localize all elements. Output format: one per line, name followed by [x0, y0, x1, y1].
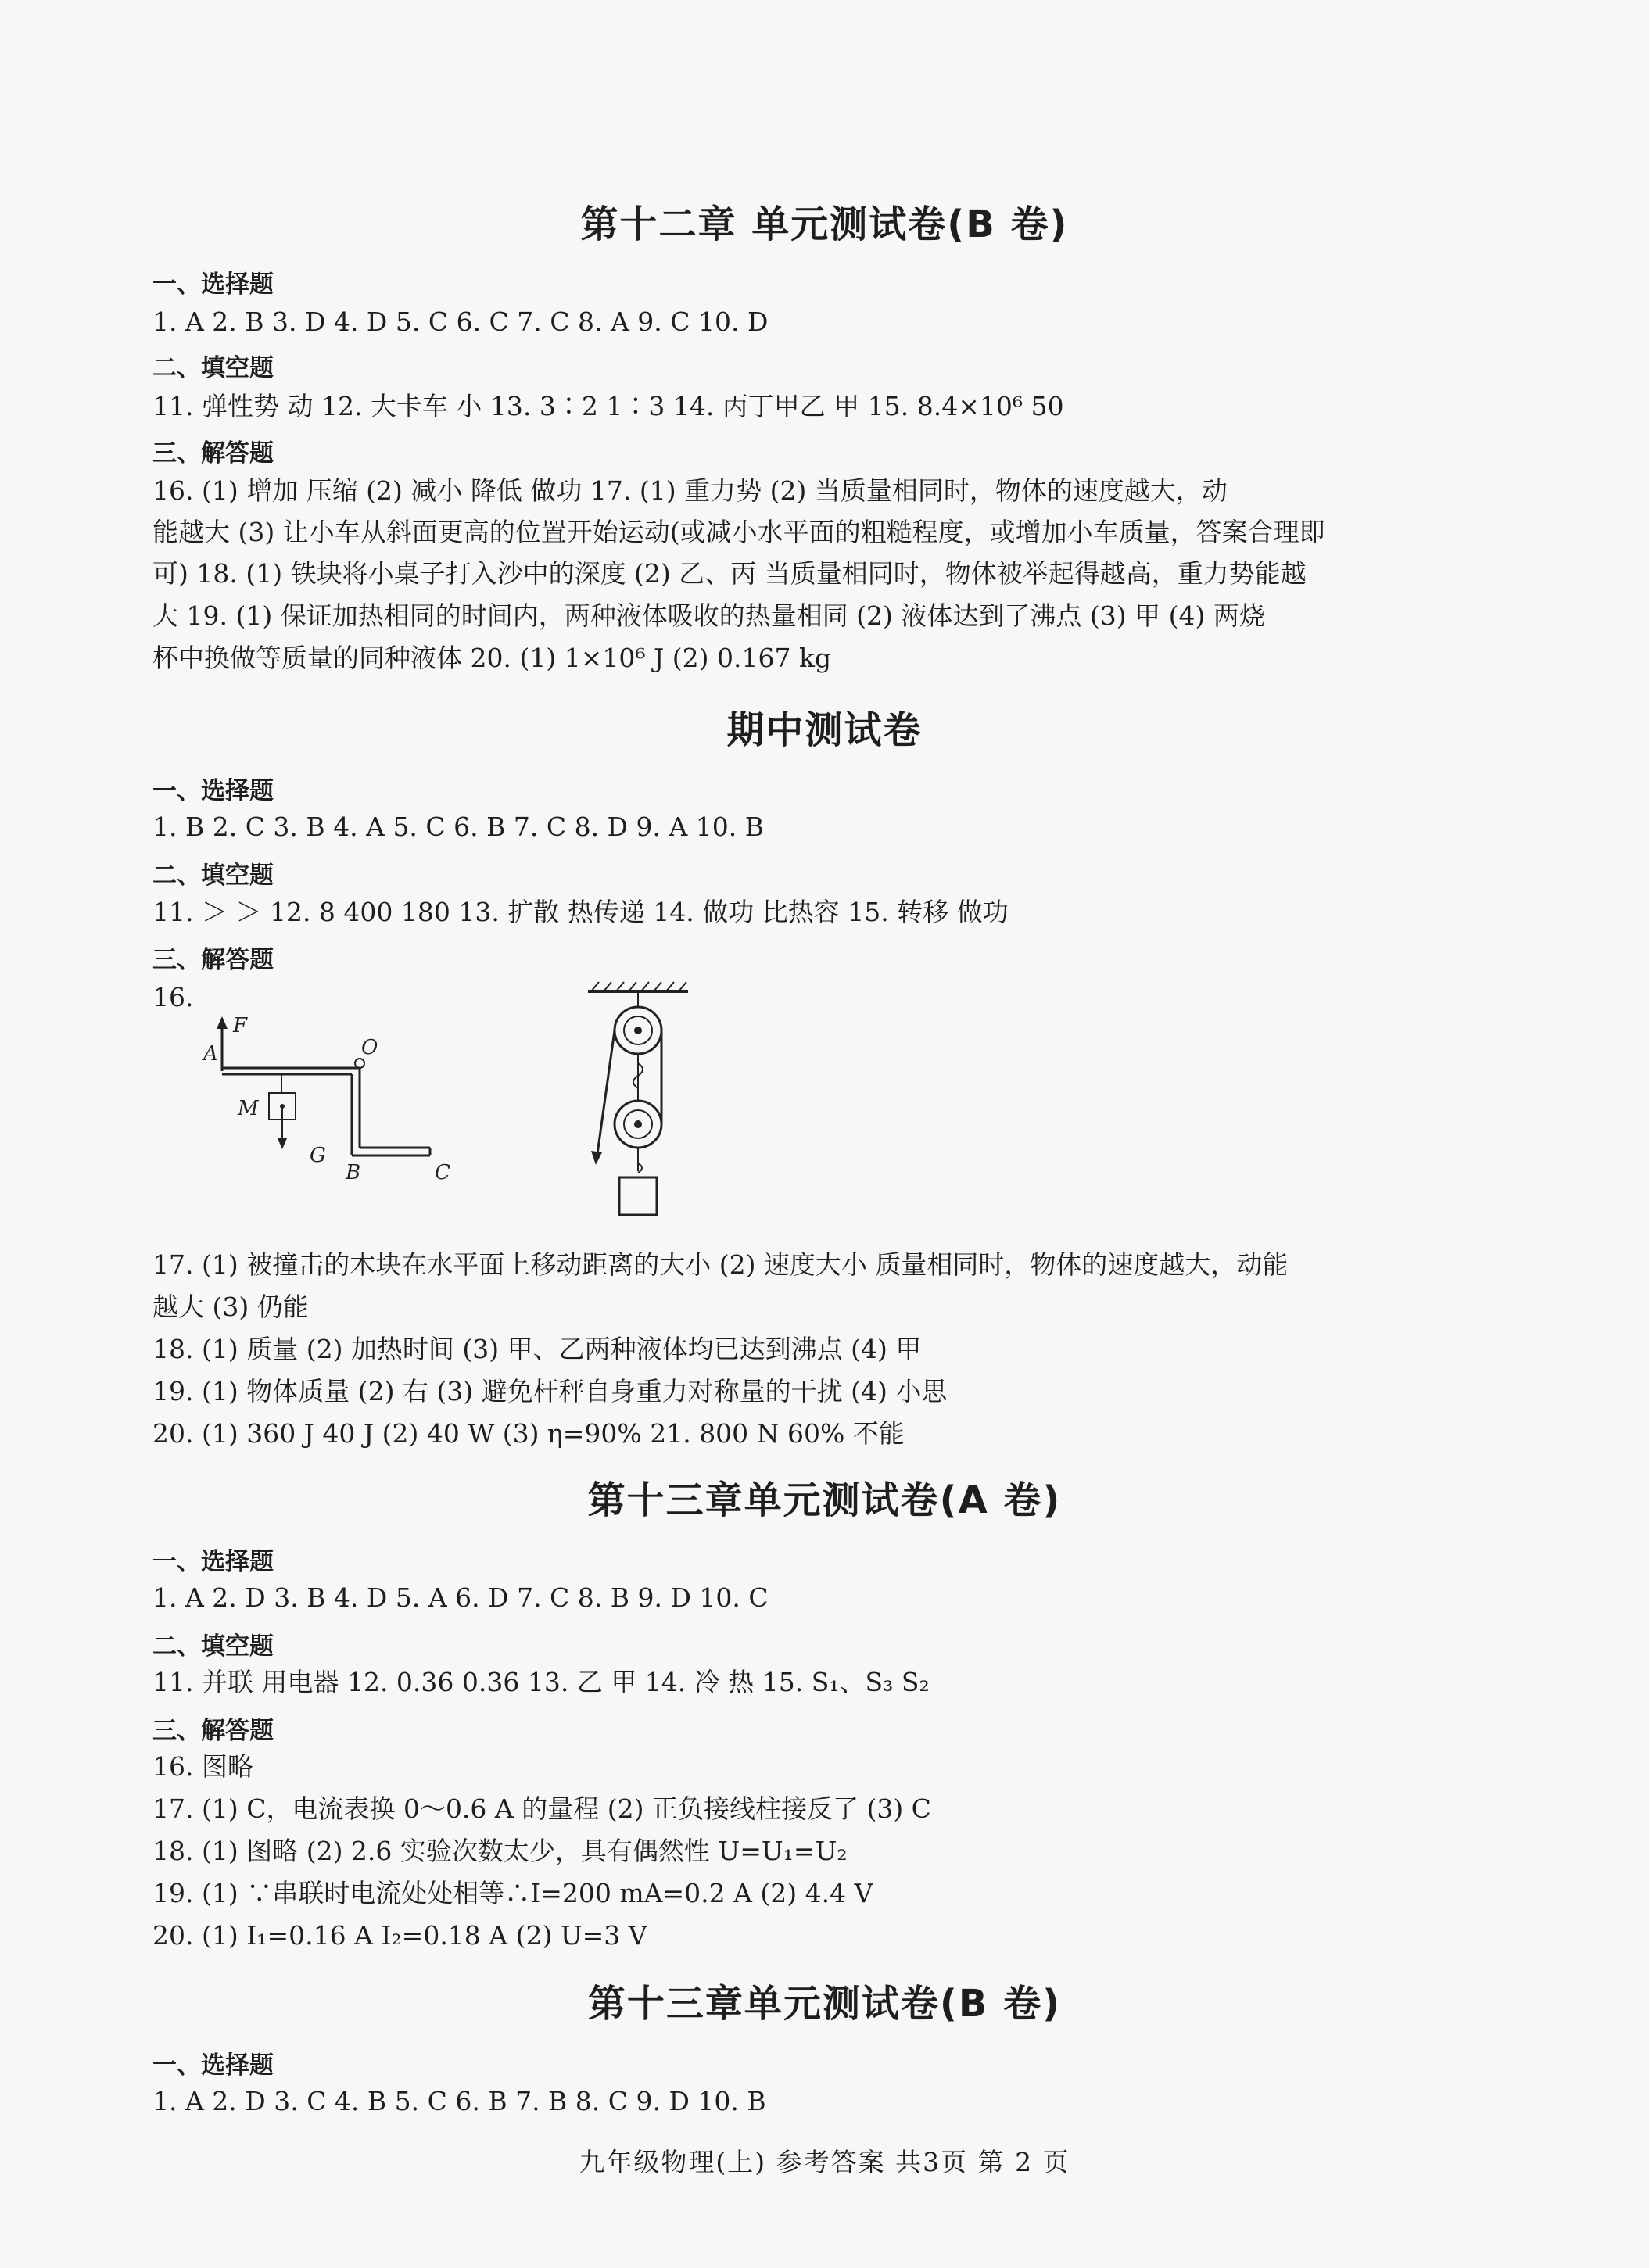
page-footer: 九年级物理(上) 参考答案 共3页 第 2 页	[579, 2147, 1070, 2177]
answer-line: 20. (1) I₁=0.16 A I₂=0.18 A (2) U=3 V	[152, 1920, 647, 1951]
lower-pulley-axle	[634, 1120, 642, 1128]
pull-arrow-head	[591, 1151, 602, 1165]
answer-line: 20. (1) 360 J 40 J (2) 40 W (3) η=90% 21. 800 N 60% 不能	[152, 1418, 905, 1449]
label-O: O	[361, 1036, 378, 1059]
answer-line: 杯中换做等质量的同种液体 20. (1) 1×10⁶ J (2) 0.167 kg	[152, 643, 832, 673]
heading-solve: 三、解答题	[152, 946, 274, 974]
answer-line: 17. (1) C，电流表换 0～0.6 A 的量程 (2) 正负接线柱接反了 (3) C	[152, 1793, 931, 1824]
heading-choice: 一、选择题	[152, 777, 274, 805]
answer-line: 能越大 (3) 让小车从斜面更高的位置开始运动(或减小水平面的粗糙程度，或增加小车质量，答案合理即	[152, 517, 1325, 547]
answer-line-fill: 11. ＞ ＞ 12. 8 400 180 13. 扩散 热传递 14. 做功 比热容 15. 转移 做功	[152, 897, 1009, 927]
answer-line-choice: 1. A 2. D 3. C 4. B 5. C 6. B 7. B 8. C 9. D 10. B	[152, 2086, 766, 2116]
lever-diagram	[195, 1009, 493, 1196]
answer-line: 大 19. (1) 保证加热相同的时间内，两种液体吸收的热量相同 (2) 液体达到了沸点 (3) 甲 (4) 两烧	[152, 600, 1265, 631]
heading-fill: 二、填空题	[152, 354, 274, 382]
section-title-ch13-b: 第十三章单元测试卷(B 卷)	[587, 1982, 1062, 2026]
heading-solve: 三、解答题	[152, 1717, 274, 1745]
label-A: A	[203, 1042, 218, 1066]
heading-solve: 三、解答题	[152, 439, 274, 468]
force-arrow-head	[217, 1016, 228, 1029]
answer-line: 16. 图略	[152, 1751, 253, 1782]
answer-line-choice: 1. A 2. B 3. D 4. D 5. C 6. C 7. C 8. A 9. C 10. D	[152, 306, 769, 337]
answer-line-choice: 1. A 2. D 3. B 4. D 5. A 6. D 7. C 8. B 9. D 10. C	[152, 1582, 769, 1613]
pulley-diagram	[571, 976, 712, 1241]
answer-line-fill: 11. 并联 用电器 12. 0.36 0.36 13. 乙 甲 14. 冷 热 15. S₁、S₃ S₂	[152, 1667, 930, 1697]
answer-line: 18. (1) 图略 (2) 2.6 实验次数太少，具有偶然性 U=U₁=U₂	[152, 1836, 848, 1866]
label-C: C	[435, 1161, 450, 1184]
heading-fill: 二、填空题	[152, 1632, 274, 1661]
upper-pulley-axle	[634, 1027, 642, 1034]
answer-line-choice: 1. B 2. C 3. B 4. A 5. C 6. B 7. C 8. D 9. A 10. B	[152, 812, 765, 842]
question-number-16: 16.	[152, 982, 194, 1012]
pivot-O	[355, 1059, 364, 1068]
answer-line: 19. (1) 物体质量 (2) 右 (3) 避免杆秤自身重力对称量的干扰 (4) 小思	[152, 1376, 948, 1406]
load-block	[619, 1177, 657, 1215]
pulling-rope	[597, 1030, 615, 1154]
gravity-arrow-head	[278, 1138, 287, 1149]
heading-choice: 一、选择题	[152, 1548, 274, 1576]
label-G: G	[310, 1144, 326, 1167]
answer-line: 越大 (3) 仍能	[152, 1292, 309, 1322]
answer-line: 18. (1) 质量 (2) 加热时间 (3) 甲、乙两种液体均已达到沸点 (4) 甲	[152, 1334, 922, 1364]
label-F: F	[233, 1014, 248, 1037]
section-title-ch12-b: 第十二章 单元测试卷(B 卷)	[580, 202, 1069, 246]
section-title-midterm: 期中测试卷	[726, 708, 923, 752]
answer-line: 19. (1) ∵串联时电流处处相等∴I=200 mA=0.2 A (2) 4.4 V	[152, 1878, 873, 1908]
label-M: M	[238, 1097, 259, 1120]
answer-line-fill: 11. 弹性势 动 12. 大卡车 小 13. 3∶2 1∶3 14. 丙丁甲乙 甲 15. 8.4×10⁶ 50	[152, 391, 1064, 421]
answer-line: 可) 18. (1) 铁块将小桌子打入沙中的深度 (2) 乙、丙 当质量相同时，物体被举起得越高，重力势能越	[152, 558, 1307, 589]
answer-line: 17. (1) 被撞击的木块在水平面上移动距离的大小 (2) 速度大小 质量相同时，物体的速度越大，动能	[152, 1249, 1289, 1280]
label-B: B	[346, 1161, 361, 1184]
heading-choice: 一、选择题	[152, 271, 274, 299]
answer-line: 16. (1) 增加 压缩 (2) 减小 降低 做功 17. (1) 重力势 (2) 当质量相同时，物体的速度越大，动	[152, 475, 1228, 506]
heading-choice: 一、选择题	[152, 2051, 274, 2080]
section-title-ch13-a: 第十三章单元测试卷(A 卷)	[587, 1478, 1062, 1522]
heading-fill: 二、填空题	[152, 862, 274, 890]
